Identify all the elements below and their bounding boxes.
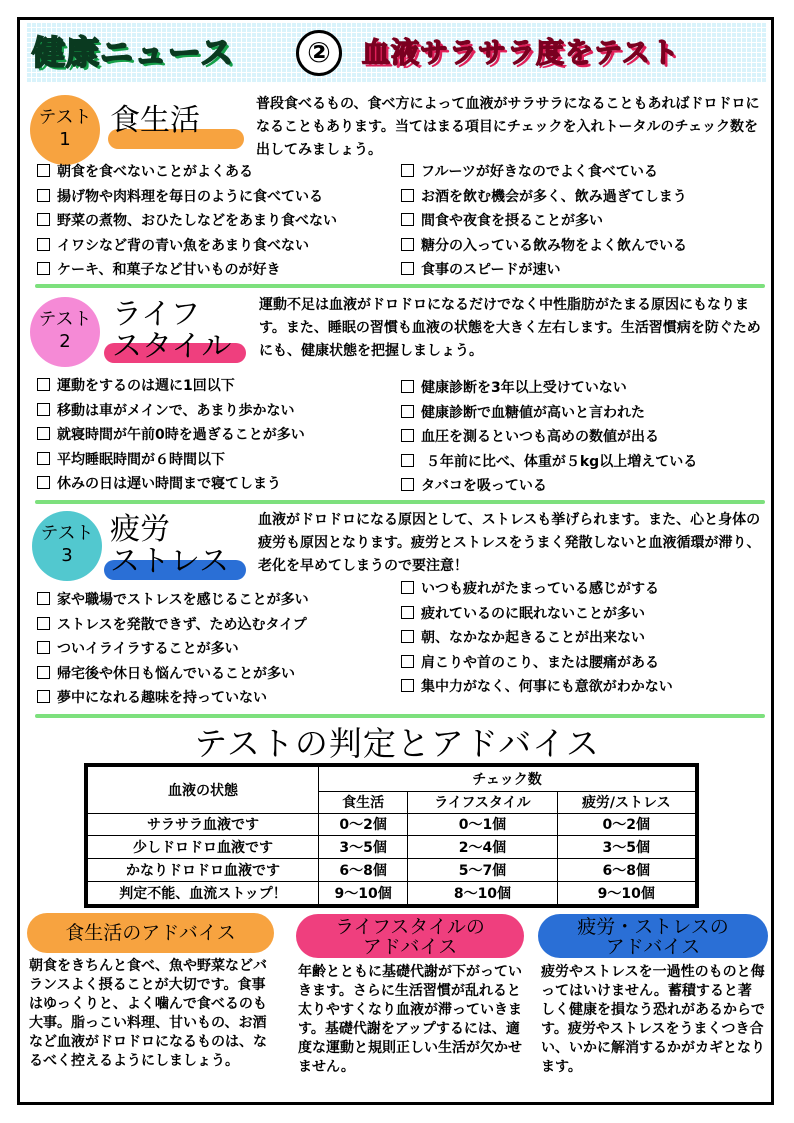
check-item[interactable]: 夢中になれる趣味を持っていない	[37, 686, 309, 711]
category-title-lifestyle-2: スタイル	[112, 329, 232, 364]
check-item[interactable]: 帰宅後や休日も悩んでいることが多い	[37, 662, 309, 687]
checkbox-icon[interactable]	[401, 655, 414, 668]
cell-value: 3～5個	[319, 836, 408, 859]
section-divider	[35, 714, 765, 718]
checkbox-icon[interactable]	[401, 429, 414, 442]
check-item[interactable]: 朝、なかなか起きることが出来ない	[401, 626, 673, 651]
lifestyle-checklist-right	[401, 376, 697, 499]
section-3-intro: 血液がドロドロになる原因として、ストレスも挙げられます。また、心と身体の疲労も原因となります。疲労とストレスをうまく発散しないと血液循環が滞り、老化を早めてしまうので要注意！	[258, 512, 761, 574]
row-state: サラサラ血液です	[86, 813, 319, 836]
judgement-title: テストの判定とアドバイス	[194, 724, 600, 763]
check-item[interactable]: 運動をするのは週に1回以下	[37, 374, 305, 399]
test-1-badge: テスト 1	[30, 95, 100, 165]
row-state: 判定不能、血流ストップ！	[86, 881, 319, 906]
cell-value: 6～8個	[557, 859, 697, 882]
check-item[interactable]: 野菜の煮物、おひたしなどをあまり食べない	[37, 209, 337, 234]
diet-checklist-right	[401, 160, 687, 283]
section-divider	[35, 500, 765, 504]
cell-value: 9～10個	[557, 881, 697, 906]
check-item[interactable]: ケーキ、和菓子など甘いものが好き	[37, 258, 337, 283]
checkbox-icon[interactable]	[401, 262, 414, 275]
test-2-badge: テスト 2	[30, 297, 100, 367]
table-row	[86, 836, 697, 859]
diet-advice-title: 食生活のアドバイス	[27, 913, 274, 953]
cell-value: 8～10個	[408, 881, 557, 906]
checkbox-icon[interactable]	[37, 403, 50, 416]
cell-value: 9～10個	[319, 881, 408, 906]
checkbox-icon[interactable]	[401, 164, 414, 177]
checkbox-icon[interactable]	[401, 679, 414, 692]
stress-advice-title: 疲労・ストレスの アドバイス	[538, 914, 768, 958]
check-item[interactable]: 家や職場でストレスを感じることが多い	[37, 588, 309, 613]
test-3-badge: テスト 3	[32, 511, 102, 581]
page-subtitle: 血液サラサラ度をテスト	[362, 36, 680, 69]
stress-checklist-right	[401, 577, 673, 700]
checkbox-icon[interactable]	[401, 630, 414, 643]
checkbox-icon[interactable]	[401, 380, 414, 393]
diet-advice-text: 朝食をきちんと食べ、魚や野菜などバランスよく摂ることが大切です。食事はゆっくりと、よく噛んで食べるのも大事。脂っこい料理、甘いもの、お酒など血液がドロドロになるものは、なるべく控えるようにしましょう。	[29, 958, 267, 1069]
row-state: 少しドロドロ血液です	[86, 836, 319, 859]
check-item[interactable]: 集中力がなく、何事にも意欲がわかない	[401, 675, 673, 700]
stress-advice-text: 疲労やストレスを一過性のものと侮ってはいけません。蓄積すると著しく健康を損なう恐れがあるからです。疲労やストレスをうまくつき合い、いかに解消するかがカギとなります。	[541, 964, 765, 1075]
lifestyle-advice-text: 年齢とともに基礎代謝が下がっていきます。さらに生活習慣が乱れると太りやすくなり血液が滞っていきます。基礎代謝をアップするには、適度な運動と規則正しい生活が欠かせません。	[298, 964, 522, 1075]
check-item[interactable]: 平均睡眠時間が６時間以下	[37, 448, 305, 473]
section-2-intro: 運動不足は血液がドロドロになるだけでなく中性脂肪がたまる原因にもなります。また、睡眠の習慣も血液の状態を大きく左右します。生活習慣病を防ぐためにも、健康状態を把握しましょう。	[259, 297, 761, 359]
page-title: 健康ニュース	[32, 33, 235, 72]
checkbox-icon[interactable]	[37, 592, 50, 605]
category-title-lifestyle-1: ライフ	[112, 297, 201, 332]
stress-checklist-left	[37, 588, 309, 711]
section-1-intro: 普段食べるもの、食べ方によって血液がサラサラになることもあればドロドロになることもあります。当てはまる項目にチェックを入れトータルのチェック数を出してみましょう。	[256, 96, 760, 158]
check-item[interactable]: 健康診断を3年以上受けていない	[401, 376, 697, 401]
check-item[interactable]: タバコを吸っている	[401, 474, 697, 499]
check-item[interactable]: 糖分の入っている飲み物をよく飲んでいる	[401, 234, 687, 259]
checkbox-icon[interactable]	[401, 478, 414, 491]
cell-value: 3～5個	[557, 836, 697, 859]
column-header: 食生活	[319, 791, 408, 813]
checkbox-icon[interactable]	[37, 238, 50, 251]
check-item[interactable]: いつも疲れがたまっている感じがする	[401, 577, 673, 602]
category-title-fatigue: 疲労	[110, 512, 170, 547]
check-item[interactable]: 健康診断で血糖値が高いと言われた	[401, 401, 697, 426]
check-item[interactable]: 間食や夜食を摂ることが多い	[401, 209, 687, 234]
check-item[interactable]: 揚げ物や肉料理を毎日のように食べている	[37, 185, 337, 210]
check-count-header: チェック数	[319, 765, 698, 791]
checkbox-icon[interactable]	[401, 405, 414, 418]
checkbox-icon[interactable]	[37, 476, 50, 489]
checkbox-icon[interactable]	[401, 238, 414, 251]
table-row	[86, 859, 697, 882]
table-row	[86, 881, 697, 906]
checkbox-icon[interactable]	[37, 666, 50, 679]
checkbox-icon[interactable]	[37, 213, 50, 226]
checkbox-icon[interactable]	[401, 606, 414, 619]
cell-value: 5～7個	[408, 859, 557, 882]
row-state: かなりドロドロ血液です	[86, 859, 319, 882]
cell-value: 0～2個	[557, 813, 697, 836]
checkbox-icon[interactable]	[37, 641, 50, 654]
check-item[interactable]: 就寝時間が午前0時を過ぎることが多い	[37, 423, 305, 448]
check-item[interactable]: 朝食を食べないことがよくある	[37, 160, 337, 185]
check-item[interactable]: 休みの日は遅い時間まで寝てしまう	[37, 472, 305, 497]
checkbox-icon[interactable]	[37, 262, 50, 275]
section-divider	[35, 284, 765, 288]
category-title-diet: 食生活	[110, 103, 200, 138]
check-item[interactable]: 血圧を測るといつも高めの数値が出る	[401, 425, 697, 450]
cell-value: 0～1個	[408, 813, 557, 836]
check-item[interactable]: お酒を飲む機会が多く、飲み過ぎてしまう	[401, 185, 687, 210]
checkbox-icon[interactable]	[401, 213, 414, 226]
check-item[interactable]: 移動は車がメインで、あまり歩かない	[37, 399, 305, 424]
diet-checklist-left	[37, 160, 337, 283]
check-item[interactable]: ストレスを発散できず、ため込むタイプ	[37, 613, 309, 638]
cell-value: 2～4個	[408, 836, 557, 859]
checkbox-icon[interactable]	[37, 690, 50, 703]
checkbox-icon[interactable]	[37, 617, 50, 630]
checkbox-icon[interactable]	[401, 581, 414, 594]
checkbox-icon[interactable]	[37, 189, 50, 202]
checkbox-icon[interactable]	[37, 164, 50, 177]
check-item[interactable]: フルーツが好きなのでよく食べている	[401, 160, 687, 185]
checkbox-icon[interactable]	[37, 378, 50, 391]
table-row	[86, 813, 697, 836]
lifestyle-advice-title: ライフスタイルの アドバイス	[296, 914, 524, 958]
checkbox-icon[interactable]	[37, 452, 50, 465]
judgement-table	[84, 763, 699, 908]
column-header: ライフスタイル	[408, 791, 557, 813]
check-item[interactable]: イワシなど背の青い魚をあまり食べない	[37, 234, 337, 259]
issue-number-badge: ②	[296, 30, 342, 76]
checkbox-icon[interactable]	[37, 427, 50, 440]
column-header: 疲労/ストレス	[557, 791, 697, 813]
cell-value: 6～8個	[319, 859, 408, 882]
check-item[interactable]: ついイライラすることが多い	[37, 637, 309, 662]
check-item[interactable]: ５年前に比べ、体重が５kg以上増えている	[401, 450, 697, 475]
check-item[interactable]: 食事のスピードが速い	[401, 258, 687, 283]
check-item[interactable]: 疲れているのに眠れないことが多い	[401, 602, 673, 627]
checkbox-icon[interactable]	[401, 454, 414, 467]
check-item[interactable]: 肩こりや首のこり、または腰痛がある	[401, 651, 673, 676]
blood-state-header: 血液の状態	[86, 765, 319, 813]
category-title-stress: ストレス	[110, 544, 230, 579]
lifestyle-checklist-left	[37, 374, 305, 497]
cell-value: 0～2個	[319, 813, 408, 836]
checkbox-icon[interactable]	[401, 189, 414, 202]
